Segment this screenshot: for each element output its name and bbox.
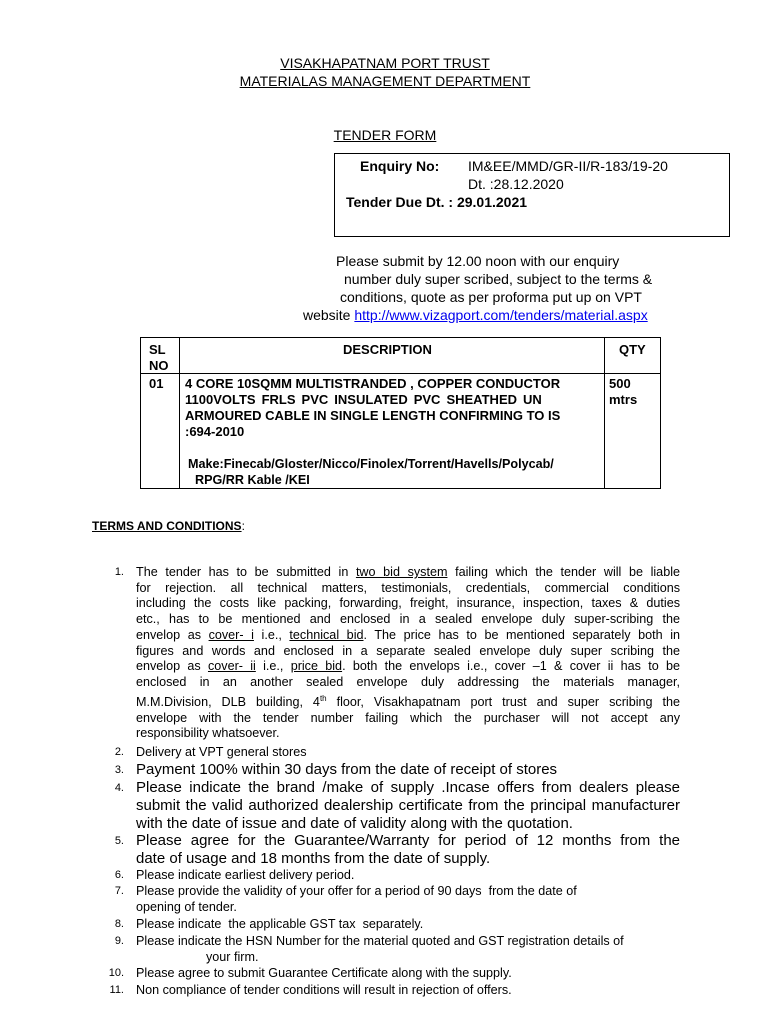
term-text: Please indicate the brand /make of supply .Incase offers from dealers please submit the valid authorized dealership certificate from the principal manufacturer with the date of issue and date of validity along with the quotation. — [136, 779, 680, 832]
term-text: The tender has to be submitted in two bid system failing which the tender will be liable for rejection. all technical matters, testimonials, credentials, commercial conditions including the costs like packing, forwarding, freight, insurance, inspection, taxes & duties etc., has to be mentioned and enclosed in a sealed envelope duly super-scribing the envelop as cover- i i.e., technical bid. The price has to be mentioned separately both in figures and words and enclosed in a separate sealed envelope duly super scribing the envelop as cover- ii i.e., price bid. both the envelops i.e., cover –1 & cover ii has to be enclosed in an another sealed envelope duly addressing the materials manager, M.M.Division, DLB building, 4th floor, Visakhapatnam port trust and super scribing the envelope with the tender number failing which the purchaser will not accept any responsibility whatsoever. — [136, 565, 680, 741]
term-number: 4. — [114, 782, 124, 794]
table-divider — [179, 338, 180, 488]
enquiry-label: Enquiry No: — [360, 158, 440, 174]
term-text: Please agree for the Guarantee/Warranty for period of 12 months from the date of usage and 18 months from the date of supply. — [136, 832, 680, 867]
term-number: 10. — [108, 967, 124, 979]
form-title: TENDER FORM — [333, 127, 437, 143]
row-qty: mtrs — [609, 392, 638, 407]
table-divider — [141, 373, 660, 374]
submission-website-line — [303, 307, 648, 323]
term-text: Please indicate earliest delivery period. — [136, 868, 355, 882]
enquiry-number: IM&EE/MMD/GR-II/R-183/19-20 — [468, 158, 668, 174]
col-sl-header: NO — [149, 358, 169, 373]
submission-line: conditions, quote as per proforma put up on VPT — [340, 289, 642, 305]
enquiry-date: Dt. :28.12.2020 — [468, 176, 564, 192]
row-description: :694-2010 — [185, 424, 245, 439]
enquiry-box — [334, 153, 730, 237]
term-text: Non compliance of tender conditions will result in rejection of offers. — [136, 983, 512, 997]
term-text: Delivery at VPT general stores — [136, 745, 307, 759]
term-number: 11. — [109, 984, 124, 996]
term-number: 8. — [114, 918, 124, 930]
website-prefix: website — [303, 307, 355, 323]
submission-line: Please submit by 12.00 noon with our enquiry — [336, 253, 620, 269]
term-number: 2. — [114, 746, 124, 758]
col-sl-header: SL — [149, 342, 166, 357]
row-make: Make:Finecab/Gloster/Nicco/Finolex/Torrent/Havells/Polycab/ — [188, 457, 554, 471]
col-qty-header: QTY — [619, 342, 646, 357]
row-description: 4 CORE 10SQMM MULTISTRANDED , COPPER CONDUCTOR — [185, 376, 561, 391]
term-number: 9. — [114, 935, 124, 947]
row-description: ARMOURED CABLE IN SINGLE LENGTH CONFIRMING TO IS — [185, 408, 561, 423]
department-title: MATERIALAS MANAGEMENT DEPARTMENT — [239, 73, 531, 89]
term-number: 1. — [114, 566, 124, 578]
row-sl: 01 — [149, 376, 164, 391]
org-title: VISAKHAPATNAM PORT TRUST — [280, 55, 490, 71]
table-divider — [604, 338, 605, 488]
row-qty: 500 — [609, 376, 631, 391]
term-text: Please provide the validity of your offer for a period of 90 days from the date of opening of tender. — [136, 884, 577, 914]
submission-line: number duly super scribed, subject to the terms & — [344, 271, 653, 287]
term-number: 5. — [114, 835, 124, 847]
row-make: RPG/RR Kable /KEI — [195, 473, 310, 487]
term-number: 7. — [114, 885, 124, 897]
term-text: Please agree to submit Guarantee Certificate along with the supply. — [136, 966, 512, 980]
tender-website-link[interactable]: http://www.vizagport.com/tenders/material.aspx — [354, 307, 648, 323]
tender-due-date: Tender Due Dt. : 29.01.2021 — [346, 194, 528, 210]
term-number: 6. — [114, 869, 124, 881]
term-text: Please indicate the applicable GST tax separately. — [136, 917, 424, 931]
row-description: 1100VOLTS FRLS PVC INSULATED PVC SHEATHED UN — [185, 392, 542, 407]
terms-heading: TERMS AND CONDITIONS: — [92, 519, 245, 533]
term-text: Payment 100% within 30 days from the date of receipt of stores — [136, 761, 558, 778]
item-table — [140, 337, 661, 489]
col-description-header: DESCRIPTION — [343, 342, 432, 357]
term-text: Please indicate the HSN Number for the material quoted and GST registration details of your firm. — [136, 934, 624, 964]
term-number: 3. — [114, 764, 124, 776]
